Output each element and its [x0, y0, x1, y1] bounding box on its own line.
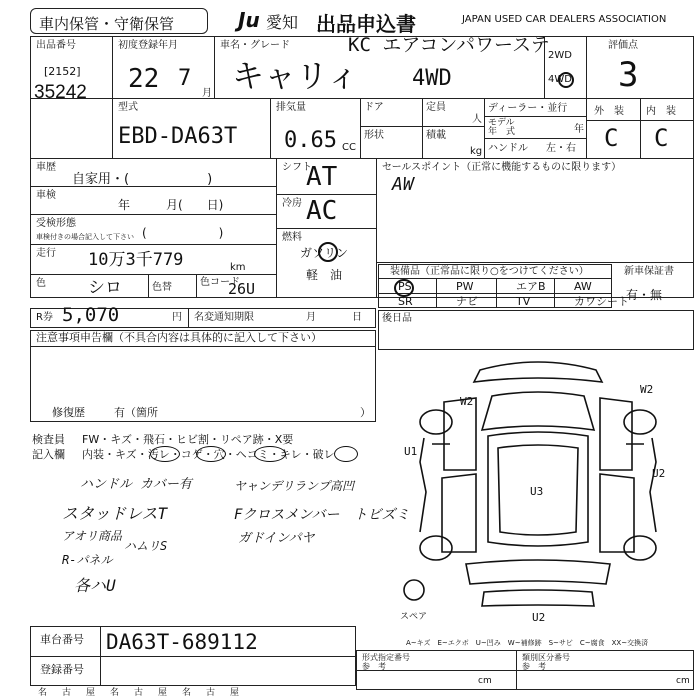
repair-close: ） — [360, 406, 371, 419]
fuel-gasoline-circle — [318, 242, 338, 262]
capacity-unit: 人 — [472, 114, 482, 125]
equipment-item: エアB — [516, 280, 546, 293]
inspection-label: 車検 — [36, 190, 56, 201]
warranty-label: 新車保証書 — [624, 266, 674, 277]
aircon-label: 冷房 — [282, 198, 302, 209]
aircon-value: AC — [306, 196, 338, 226]
plate-char: 名 — [110, 688, 120, 698]
dim-row2-sub: 参 考 — [522, 662, 546, 671]
shift-value: AT — [306, 162, 338, 192]
receipt-value: ( ) — [142, 226, 224, 240]
inspector-entry-label: 記入欄 — [32, 448, 65, 461]
damage-mark: W2 — [640, 383, 654, 396]
header-title: 車内保管・守衛保管 — [39, 15, 175, 33]
drive-4wd-circle — [558, 72, 574, 88]
sales-point-label: セールスポイント（正常に機能するものに限ります） — [382, 162, 622, 173]
warranty-value: 有・無 — [626, 288, 663, 302]
month-unit: 月 — [202, 88, 212, 99]
fuel-gasoline: ガソリン — [300, 246, 349, 260]
handle-options: 左・右 — [546, 143, 576, 154]
fuel-diesel: 軽 油 — [306, 268, 343, 282]
plate-char: 名 — [182, 688, 192, 698]
inspector-note: ハンドル カバー有 — [80, 477, 192, 492]
receipt-label: 受検形態 — [36, 218, 76, 229]
ju-logo: Ju — [238, 8, 260, 32]
mileage-unit: km — [230, 262, 246, 273]
drive-2wd: 2WD — [548, 50, 572, 61]
repair-value: 有（箇所 — [114, 406, 158, 419]
damage-mark: U1 — [404, 445, 418, 458]
form-title: 出品申込書 — [316, 12, 416, 36]
mileage-value: 10万3千779 — [88, 250, 184, 270]
displacement-unit: CC — [342, 142, 356, 153]
first-reg-month: 7 — [178, 66, 192, 91]
recycle-unit: 円 — [172, 312, 182, 323]
inspector-row2: 内装・キズ・汚レ・コゲ・穴・ヘコミ・キレ・破レ — [82, 448, 335, 461]
inspector-note: スタッドレスT — [62, 504, 168, 523]
equipment-item: TV — [516, 295, 531, 308]
circle-dirt — [150, 446, 180, 462]
inspector-note: ヤャンデリランプ高凹 — [234, 479, 355, 493]
damage-mark: U2 — [532, 611, 546, 624]
equipment-label: 装備品（正常品に限り○をつけてください） — [390, 266, 589, 277]
plate-char: 屋 — [230, 688, 240, 698]
color-value: シロ — [88, 278, 122, 298]
history-label: 車歴 — [36, 162, 56, 173]
spare-label: スペア — [400, 612, 428, 622]
inspector-note: ガドインパヤ — [238, 531, 315, 546]
notice-month: 月 — [306, 312, 316, 323]
lot-number: 35242 — [34, 82, 87, 103]
interior-label: 内 装 — [646, 106, 676, 117]
circle-burn — [196, 446, 226, 462]
logo-text: 愛知 — [266, 13, 299, 32]
color-change-label: 色替 — [152, 282, 172, 293]
first-reg-year: 22 — [128, 64, 160, 94]
damage-mark: U3 — [530, 485, 544, 498]
plate-char: 古 — [134, 688, 144, 698]
history-value: 自家用・( ) — [72, 172, 213, 187]
mileage-label: 走行 — [36, 248, 56, 259]
inspector-note: Fクロスメンバー トビズミ — [234, 507, 410, 523]
recycle-label: R券 — [36, 312, 53, 323]
color-code-value: 26U — [228, 280, 256, 298]
dealer-label: ディーラー・並行 — [488, 103, 568, 114]
circle-tear — [334, 446, 358, 462]
equipment-item: カワシート — [574, 295, 629, 308]
car-name-label: 車名・グレード — [220, 40, 290, 51]
notice-label: 名変通知期限 — [194, 312, 254, 323]
dim-row2-label: 類別区分番号 — [522, 653, 570, 662]
plate-char: 古 — [206, 688, 216, 698]
plate-char: 屋 — [158, 688, 168, 698]
car-name: キャリィ — [232, 57, 359, 95]
model-year-label-2: 年 式 — [488, 127, 516, 137]
color-code-label: 色コード — [200, 277, 240, 288]
exterior-label: 外 装 — [594, 106, 624, 117]
shift-label: シフト — [282, 162, 312, 173]
load-label: 積載 — [426, 130, 446, 141]
equipment-item: SR — [398, 295, 413, 308]
plate-char: 名 — [38, 688, 48, 698]
model-year-label-1: モデル — [488, 118, 515, 128]
inspector-note: R-パネル — [62, 553, 113, 567]
drive-4wd: 4WD — [548, 74, 572, 85]
caution-label: 注意事項申告欄（不具合内容は具体的に記入して下さい） — [36, 331, 322, 344]
dim-row1-label: 形式指定番号 — [362, 653, 410, 662]
association-name: JAPAN USED CAR DEALERS ASSOCIATION — [462, 14, 667, 25]
damage-legend: A~キズ E~エクボ U~凹み W~補修跡 S~サビ C~腐食 XX~交換済 — [406, 639, 649, 647]
sales-point-value: AW — [392, 174, 414, 195]
receipt-sub: 車検付きの場合記入して下さい — [36, 233, 134, 241]
displacement-label: 排気量 — [276, 102, 306, 113]
equipment-item: AW — [574, 280, 592, 293]
chassis-number: DA63T-689112 — [106, 630, 258, 654]
plate-char: 古 — [62, 688, 72, 698]
drive-type: 4WD — [412, 66, 452, 91]
inspector-label: 検査員 — [32, 433, 65, 446]
grade: KC エアコンパワーステ — [348, 34, 550, 56]
door-label: ドア — [364, 102, 384, 113]
model-label: 型式 — [118, 102, 138, 113]
interior-grade: C — [654, 124, 669, 152]
ps-circle — [394, 279, 414, 297]
equipment-item: PW — [456, 280, 474, 293]
back-order-box — [378, 310, 694, 350]
inspection-value: 年 月( 日) — [118, 198, 224, 212]
repair-label: 修復歴 — [52, 406, 85, 419]
dim-unit-2: cm — [676, 676, 690, 686]
handle-label: ハンドル — [488, 143, 528, 154]
damage-mark: W2 — [460, 395, 474, 408]
inspector-row1: FW・キズ・飛石・ヒビ割・リペア跡・X要 — [82, 433, 294, 446]
plate-char: 屋 — [86, 688, 96, 698]
first-reg-label: 初度登録年月 — [118, 40, 178, 51]
dim-row1-sub: 参 考 — [362, 662, 386, 671]
circle-dent — [254, 446, 286, 462]
rating-label: 評価点 — [608, 40, 638, 51]
dim-unit-1: cm — [478, 676, 492, 686]
lot-number-label: 出品番号 — [36, 40, 76, 51]
registration-label: 登録番号 — [40, 663, 84, 676]
lot-number-small: [2152] — [44, 65, 81, 78]
chassis-label: 車台番号 — [40, 633, 84, 646]
notice-day: 日 — [352, 312, 362, 323]
rating-value: 3 — [618, 55, 639, 95]
back-order-label: 後日品 — [382, 313, 412, 324]
damage-mark: U2 — [652, 467, 666, 480]
inspector-note: 各ハU — [74, 576, 116, 595]
model-value: EBD-DA63T — [118, 124, 238, 149]
model-year-unit: 年 — [574, 124, 584, 135]
equipment-item: ナビ — [456, 295, 478, 308]
fuel-label: 燃料 — [282, 232, 302, 243]
exterior-grade: C — [604, 124, 619, 152]
load-unit: kg — [470, 146, 483, 157]
inspector-note: アオリ商品 — [62, 529, 122, 543]
recycle-value: 5,070 — [62, 304, 120, 326]
color-label: 色 — [36, 278, 46, 289]
equipment-item: PS — [398, 280, 412, 293]
inspector-note: ハムリS — [124, 539, 168, 553]
shape-label: 形状 — [364, 130, 384, 141]
capacity-label: 定員 — [426, 102, 446, 113]
displacement-value: 0.65 — [284, 128, 337, 153]
header-title-box — [30, 8, 208, 34]
